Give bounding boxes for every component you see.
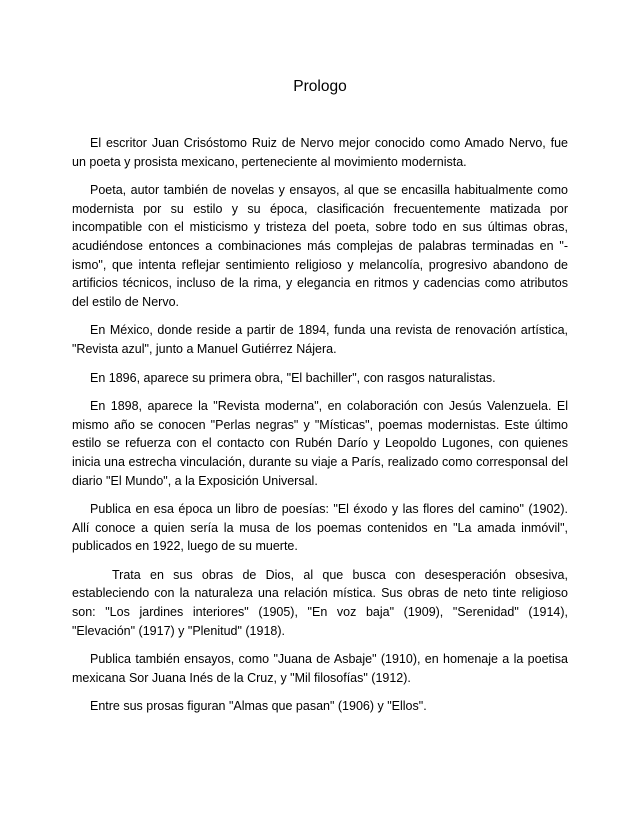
document-body xyxy=(72,134,568,726)
paragraph-essays: Publica también ensayos, como "Juana de Asbaje" (1910), en homenaje a la poetisa mexicana Sor Juana Inés de la Cruz, y "Mil filosofías" (1912). xyxy=(72,652,568,685)
paragraph-intro: El escritor Juan Crisóstomo Ruiz de Nervo mejor conocido como Amado Nervo, fue un poeta y prosista mexicano, perteneciente al movimiento modernista. xyxy=(72,136,568,169)
paragraph-1898: En 1898, aparece la "Revista moderna", en colaboración con Jesús Valenzuela. El mismo año se conocen "Perlas negras" y "Místicas", poemas modernistas. Este último estilo se refuerza con el contacto con Rubén Darío y Leopoldo Lugones, con quienes inicia una estrecha vinculación, durante su viaje a París, realizado como corresponsal del diario "El Mundo", a la Exposición Universal. xyxy=(72,399,568,488)
paragraph-prose: Entre sus prosas figuran "Almas que pasan" (1906) y "Ellos". xyxy=(90,699,427,714)
paragraph-style: Poeta, autor también de novelas y ensayos, al que se encasilla habitualmente como modernista por su estilo y su época, clasificación frecuentemente matizada por incompatible con el misticismo y tristeza del poeta, sobre todo en sus últimas obras, acudiéndose entonces a combinaciones más complejas de palabras terminadas en "-ismo", que intenta reflejar sentimiento religioso y melancolía, progresivo abandono de artificios técnicos, incluso de la rima, y elegancia en ritmos y cadencias como atributos del estilo de Nervo. xyxy=(72,183,568,309)
paragraph-religious-works: Trata en sus obras de Dios, al que busca con desesperación obsesiva, estableciendo con la naturaleza una relación mística. Sus obras de neto tinte religioso son: "Los jardines interiores" (1905), "En voz baja" (1909), "Serenidad" (1914), "Elevación" (1917) y "Plenitud" (1918). xyxy=(72,567,568,638)
paragraph-poesias: Publica en esa época un libro de poesías: "El éxodo y las flores del camino" (1902). Allí conoce a quien sería la musa de los poemas contenidos en "La amada inmóvil", publicados en 1922, luego de su muerte. xyxy=(72,502,568,554)
paragraph-1896: En 1896, aparece su primera obra, "El bachiller", con rasgos naturalistas. xyxy=(90,370,496,385)
paragraph-mexico: En México, donde reside a partir de 1894, funda una revista de renovación artística, "Revista azul", junto a Manuel Gutiérrez Nájera. xyxy=(72,323,568,356)
document-title: Prologo xyxy=(293,78,347,95)
